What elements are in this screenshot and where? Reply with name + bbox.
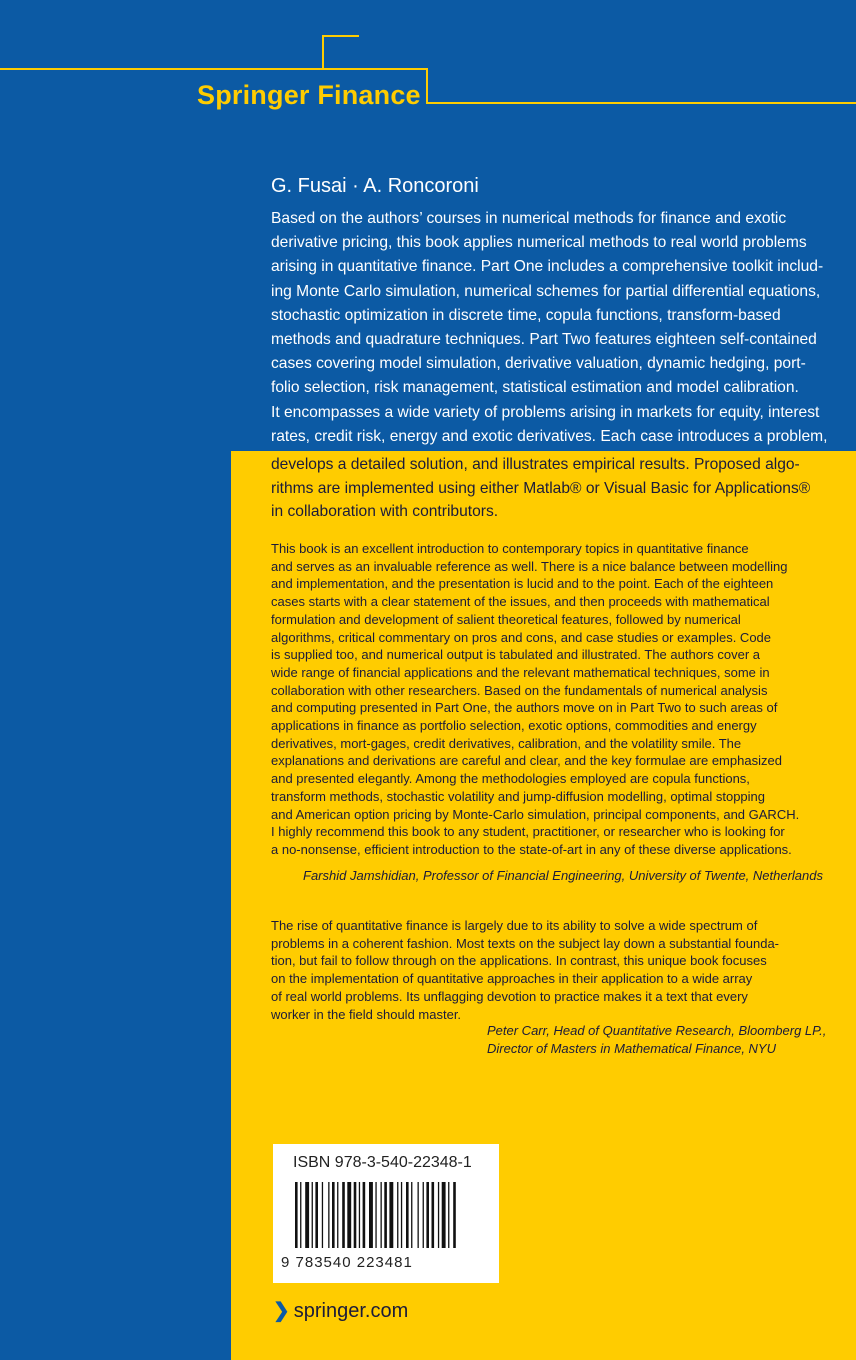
review-jamshidian — [271, 540, 846, 859]
barcode-stripe — [442, 1182, 446, 1248]
barcode-digits: 9 783540 223481 — [281, 1254, 413, 1271]
barcode-stripe — [426, 1182, 429, 1248]
description-line: folio selection, risk management, statistical estimation and model calibration. — [271, 379, 799, 397]
barcode-stripe — [347, 1182, 351, 1248]
barcode-stripe — [389, 1182, 393, 1248]
barcode-bars — [293, 1182, 483, 1262]
barcode-stripe — [397, 1182, 398, 1248]
attribution-line: Director of Masters in Mathematical Finance, NYU — [487, 1040, 776, 1056]
barcode-stripe — [332, 1182, 335, 1248]
barcode-stripe — [418, 1182, 419, 1248]
header-rule-top — [322, 35, 359, 37]
barcode-stripe — [411, 1182, 412, 1248]
review-attribution: Farshid Jamshidian, Professor of Financial Engineering, University of Twente, Netherlands — [303, 868, 823, 883]
review-line: is supplied too, and numerical output is tabulated and illustrated. The authors cover a — [271, 647, 761, 663]
barcode-stripe — [438, 1182, 439, 1248]
review-line: I highly recommend this book to any student, practitioner, or researcher who is looking for — [271, 824, 785, 840]
review-line: on the implementation of quantitative approaches in their application to a wide array — [271, 971, 753, 987]
description-line: rithms are implemented using either Matlab® or Visual Basic for Applications® — [271, 479, 811, 497]
barcode-stripe — [354, 1182, 357, 1248]
description-line: stochastic optimization in discrete time, copula functions, transform-based — [271, 306, 781, 324]
series-title: Springer Finance — [197, 80, 421, 110]
header-rule-left — [0, 68, 324, 70]
review-line: derivatives, mort-gages, credit derivatives, calibration, and the volatility smile. The — [271, 735, 742, 751]
review-line: wide range of financial applications and the relevant mathematical techniques, some in — [271, 664, 770, 680]
barcode-stripe — [342, 1182, 345, 1248]
barcode-stripe — [337, 1182, 338, 1248]
barcode-stripe — [328, 1182, 329, 1248]
review-line: and implementation, and the presentation is lucid and to the point. Each of the eighteen — [271, 576, 774, 592]
description-line: It encompasses a wide variety of problems arising in markets for equity, interest — [271, 403, 820, 421]
header-rule-middle — [322, 68, 428, 70]
review-attribution — [487, 1022, 826, 1057]
barcode-stripe — [375, 1182, 376, 1248]
description-blue — [271, 207, 831, 449]
header-rule-right — [426, 102, 856, 104]
review-line: and serves as an invaluable reference as well. There is a nice balance between modelling — [271, 558, 788, 574]
barcode-stripe — [448, 1182, 449, 1248]
barcode-stripe — [322, 1182, 323, 1248]
review-line: algorithms, critical commentary on pros and cons, and case studies or examples. Code — [271, 629, 772, 645]
chevron-right-icon: ❯ — [273, 1300, 290, 1322]
description-line: methods and quadrature techniques. Part Two features eighteen self-contained — [271, 331, 817, 349]
review-line: and computing presented in Part One, the authors move on in Part Two to such areas of — [271, 700, 778, 716]
review-line: The rise of quantitative finance is largely due to its ability to solve a wide spectrum of — [271, 918, 758, 933]
barcode-stripe — [406, 1182, 409, 1248]
barcode-stripe — [369, 1182, 373, 1248]
description-yellow — [271, 453, 831, 524]
review-line: a no-nonsense, efficient introduction to the state-of-art in any of these diverse applications. — [271, 841, 792, 857]
barcode-stripe — [363, 1182, 366, 1248]
review-line: worker in the field should master. — [271, 1006, 462, 1022]
header-rule-step-up — [322, 35, 324, 70]
review-line: explanations and derivations are careful and clear, and the key formulae are emphasized — [271, 753, 782, 769]
review-line: transform methods, stochastic volatility and jump-diffusion modelling, optimal stopping — [271, 788, 765, 804]
springer-website-text: springer.com — [293, 1300, 409, 1322]
review-line: collaboration with other researchers. Based on the fundamentals of numerical analysis — [271, 682, 768, 698]
authors: G. Fusai · A. Roncoroni — [271, 175, 479, 197]
description-line: ing Monte Carlo simulation, numerical schemes for partial differential equations, — [271, 282, 821, 300]
review-line: applications in finance as portfolio selection, exotic options, commodities and energy — [271, 718, 757, 734]
review-carr — [271, 917, 831, 1023]
isbn-barcode — [273, 1144, 499, 1283]
barcode-stripe — [305, 1182, 309, 1248]
description-line: rates, credit risk, energy and exotic derivatives. Each case introduces a problem, — [271, 427, 828, 445]
barcode-stripe — [453, 1182, 456, 1248]
review-line: problems in a coherent fashion. Most texts on the subject lay down a substantial founda- — [271, 935, 780, 951]
description-line: in collaboration with contributors. — [271, 503, 499, 520]
review-line: cases starts with a clear statement of the issues, and then proceeds with mathematical — [271, 594, 770, 610]
review-line: formulation and development of salient theoretical features, followed by numerical — [271, 611, 741, 627]
barcode-stripe — [432, 1182, 435, 1248]
barcode-stripe — [401, 1182, 402, 1248]
description-line: derivative pricing, this book applies numerical methods to real world problems — [271, 234, 807, 252]
description-line: arising in quantitative finance. Part One includes a comprehensive toolkit includ- — [271, 258, 824, 276]
review-line: tion, but fail to follow through on the applications. In contrast, this unique book focuses — [271, 953, 767, 969]
review-line: and American option pricing by Monte-Carlo simulation, principal components, and GARCH. — [271, 806, 800, 822]
barcode-stripe — [359, 1182, 360, 1248]
attribution-line: Peter Carr, Head of Quantitative Research, Bloomberg LP., — [487, 1023, 827, 1038]
barcode-stripe — [381, 1182, 382, 1248]
review-line: and presented elegantly. Among the methodologies employed are copula functions, — [271, 771, 750, 787]
review-line: This book is an excellent introduction to contemporary topics in quantitative finance — [271, 541, 749, 556]
description-line: cases covering model simulation, derivative valuation, dynamic hedging, port- — [271, 355, 806, 373]
barcode-stripe — [300, 1182, 301, 1248]
description-line: Based on the authors’ courses in numerical methods for finance and exotic — [271, 210, 787, 227]
barcode-stripe — [423, 1182, 424, 1248]
barcode-stripe — [312, 1182, 313, 1248]
header-rule-step-down — [426, 68, 428, 104]
springer-website-link[interactable] — [273, 1298, 408, 1323]
isbn-label: ISBN 978-3-540-22348-1 — [293, 1154, 472, 1171]
barcode-stripe — [295, 1182, 298, 1248]
barcode-stripe — [384, 1182, 387, 1248]
review-line: of real world problems. Its unflagging devotion to practice makes it a text that every — [271, 988, 748, 1004]
barcode-stripe — [315, 1182, 318, 1248]
description-line: develops a detailed solution, and illustrates empirical results. Proposed algo- — [271, 456, 800, 473]
